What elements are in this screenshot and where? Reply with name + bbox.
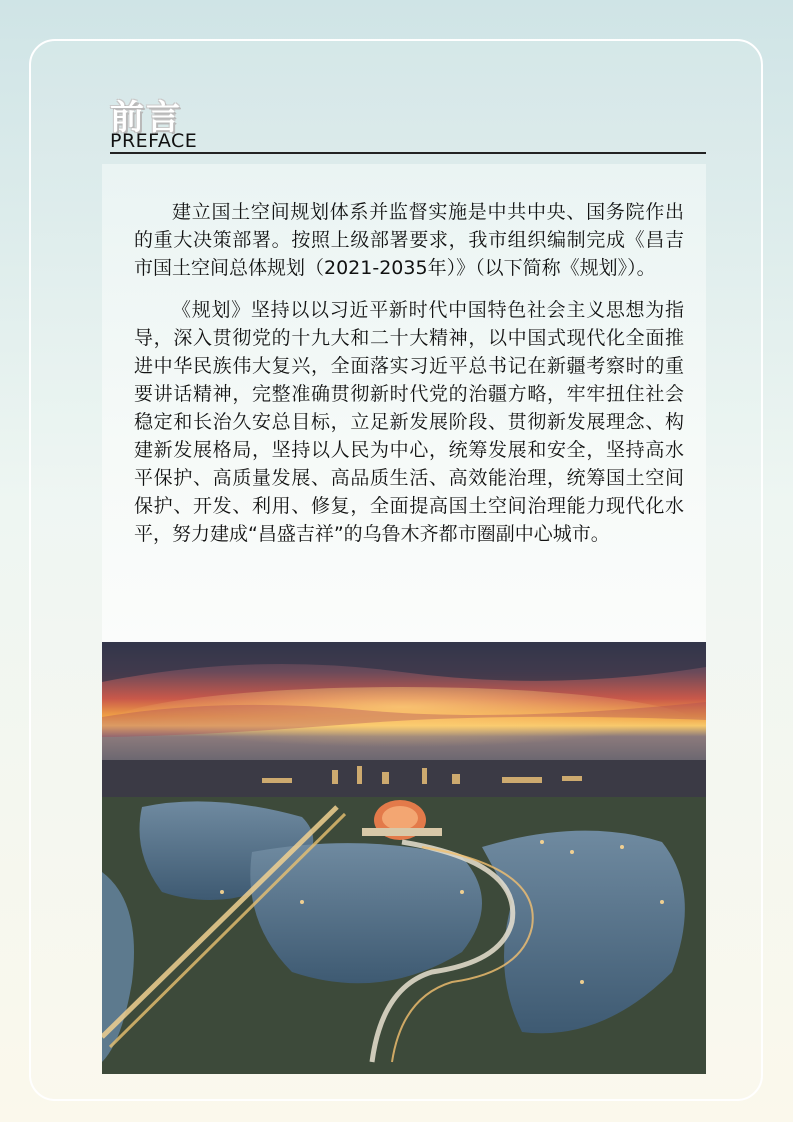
principles-paragraph: 《规划》坚持以以习近平新时代中国特色社会主义思想为指导，深入贯彻党的十九大和二十大精神，以中国式现代化全面推进中华民族伟大复兴，全面落实习近平总书记在新疆考察时的重要讲话精神，完整准确贯彻新时代党的治疆方略，牢牢扭住社会稳定和长治久安总目标，立足新发展阶段、贯彻新发展理念、构建新发展格局，坚持以人民为中心，统筹发展和安全，坚持高水平保护、高质量发展、高品质生活、高效能治理，统筹国土空间保护、开发、利用、修复，全面提高国土空间治理能力现代化水平，努力建成“昌盛吉祥”的乌鲁木齐都市圈副中心城市。: [134, 299, 684, 545]
title-divider: [110, 152, 706, 154]
intro-paragraph: 建立国土空间规划体系并监督实施是中共中央、国务院作出的重大决策部署。按照上级部署要求，我市组织编制完成《昌吉市国土空间总体规划（2021-2035年）》（以下简称《规划》）。: [134, 201, 684, 279]
page-subtitle: PREFACE: [110, 130, 198, 152]
page-title: 前言: [110, 98, 182, 138]
aerial-city-photo: [102, 642, 706, 1074]
aerial-city-sunset-photo-icon: [102, 642, 706, 1074]
